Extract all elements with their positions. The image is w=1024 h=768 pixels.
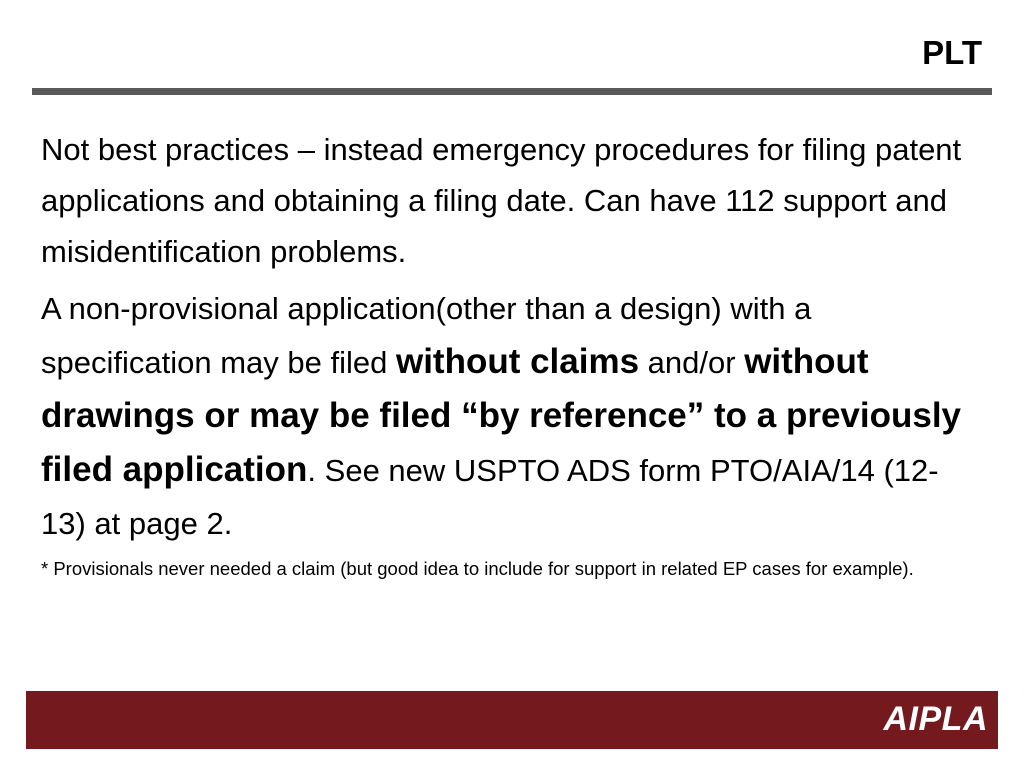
footer-bar [26,691,998,749]
body-paragraph-2 [41,282,981,550]
footnote: * Provisionals never needed a claim (but good idea to include for support in related EP cases for example). [41,558,914,579]
paragraph-2-text-a: A non-provisional application(other than a design) with a specification may be filed [41,291,812,380]
aipla-logo: AIPLA [883,700,988,738]
paragraph-2-emphasis-b: without drawings or may be filed “by reference” to a previously filed application [41,342,962,489]
title-divider [32,88,992,95]
paragraph-2-text-c: . See new USPTO ADS form PTO/AIA/14 (12-13) at page 2. [41,453,939,541]
paragraph-2-emphasis-a: without claims [395,342,640,381]
paragraph-2-text-b: and/or [639,345,745,380]
slide-body [41,124,981,582]
body-paragraph-1: Not best practices – instead emergency procedures for filing patent applications and obtaining a filing date. Can have 112 support and misidentification problems. [41,132,962,269]
slide-title: PLT [922,34,982,71]
